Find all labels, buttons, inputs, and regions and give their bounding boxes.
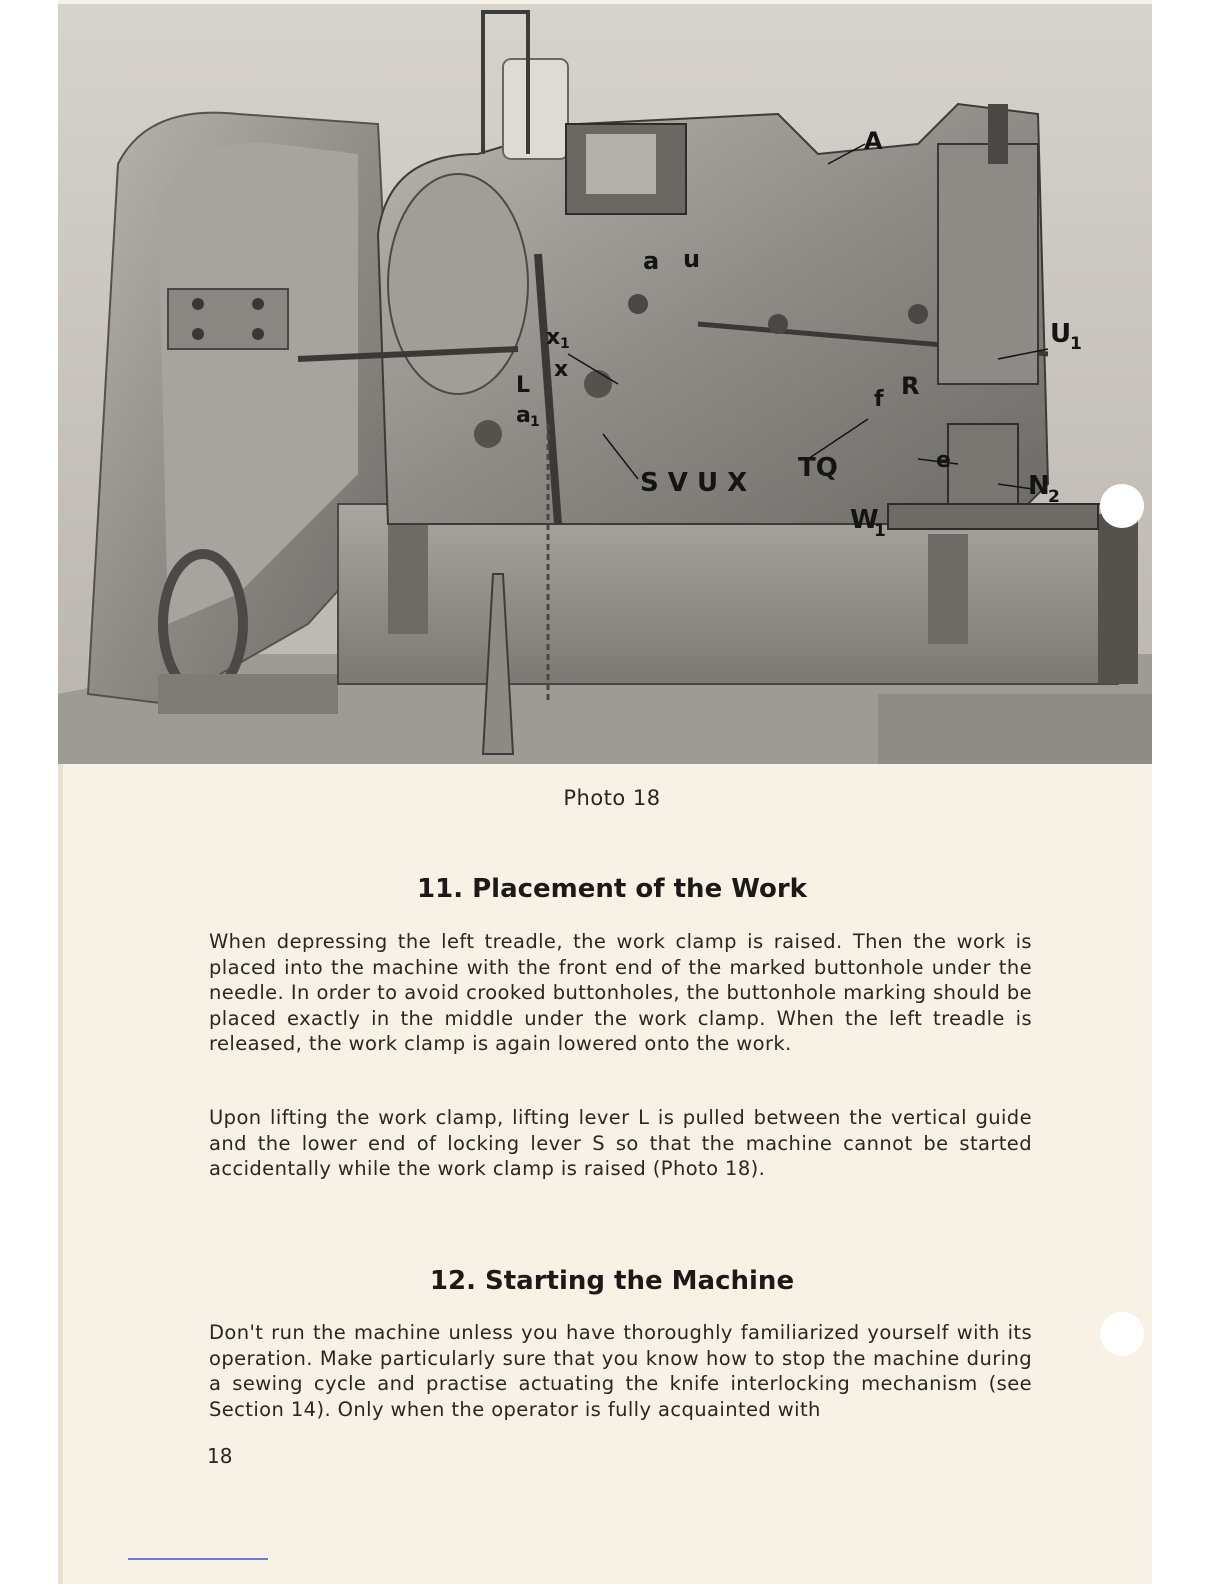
section-11-paragraph-2: Upon lifting the work clamp, lifting lever L is pulled between the vertical guide and the lower end of locking lever S so that the machine cannot be started accidentally while the work clamp is raised (Photo 18).	[209, 1106, 1032, 1180]
page-number: 18	[207, 1444, 233, 1468]
label-TQ: TQ	[798, 453, 838, 483]
label-x: x	[554, 357, 569, 382]
label-R: R	[901, 372, 920, 400]
label-a: a	[643, 247, 660, 275]
label-SVUX: S V U X	[640, 468, 748, 498]
punch-hole-bottom	[1100, 1312, 1144, 1356]
label-N2-sub: 2	[1048, 487, 1060, 507]
blue-rule-mark	[128, 1558, 268, 1560]
label-u: u	[683, 245, 701, 273]
label-W1-sub: 1	[874, 521, 886, 541]
machine-photo	[58, 4, 1152, 764]
section-11-title: 11. Placement of the Work	[417, 874, 807, 904]
photo-caption: Photo 18	[563, 786, 661, 810]
section-11-paragraph-1: When depressing the left treadle, the work clamp is raised. Then the work is placed into the machine with the front end of the marked buttonhole under the needle. In order to avoid crooked buttonholes, the buttonhole marking should be placed exactly in the middle under the work clamp. When the left treadle is released, the work clamp is again lowered onto the work.	[209, 930, 1032, 1055]
label-x1: x	[546, 325, 561, 350]
section-12-title: 12. Starting the Machine	[429, 1266, 795, 1296]
section-12-paragraph-1: Don't run the machine unless you have thoroughly familiarized yourself with its operation. Make particularly sure that you know how to stop the machine during a sewing cycle and practise actuating the knife interlocking mechanism (see Section 14). Only when the operator is fully acquainted with	[209, 1321, 1032, 1421]
label-U1-sub: 1	[1070, 334, 1082, 354]
label-W1: W	[850, 505, 879, 535]
label-A: A	[864, 127, 883, 155]
machine-illustration	[58, 4, 1152, 764]
label-e: e	[936, 448, 951, 473]
label-L: L	[516, 373, 531, 398]
punch-hole-top	[1100, 484, 1144, 528]
label-a1: a	[516, 403, 531, 428]
label-N2: N	[1028, 471, 1050, 501]
label-f: f	[874, 387, 884, 412]
label-U1: U	[1050, 319, 1072, 349]
label-a1-sub: 1	[530, 414, 540, 430]
label-x1-sub: 1	[560, 336, 570, 352]
